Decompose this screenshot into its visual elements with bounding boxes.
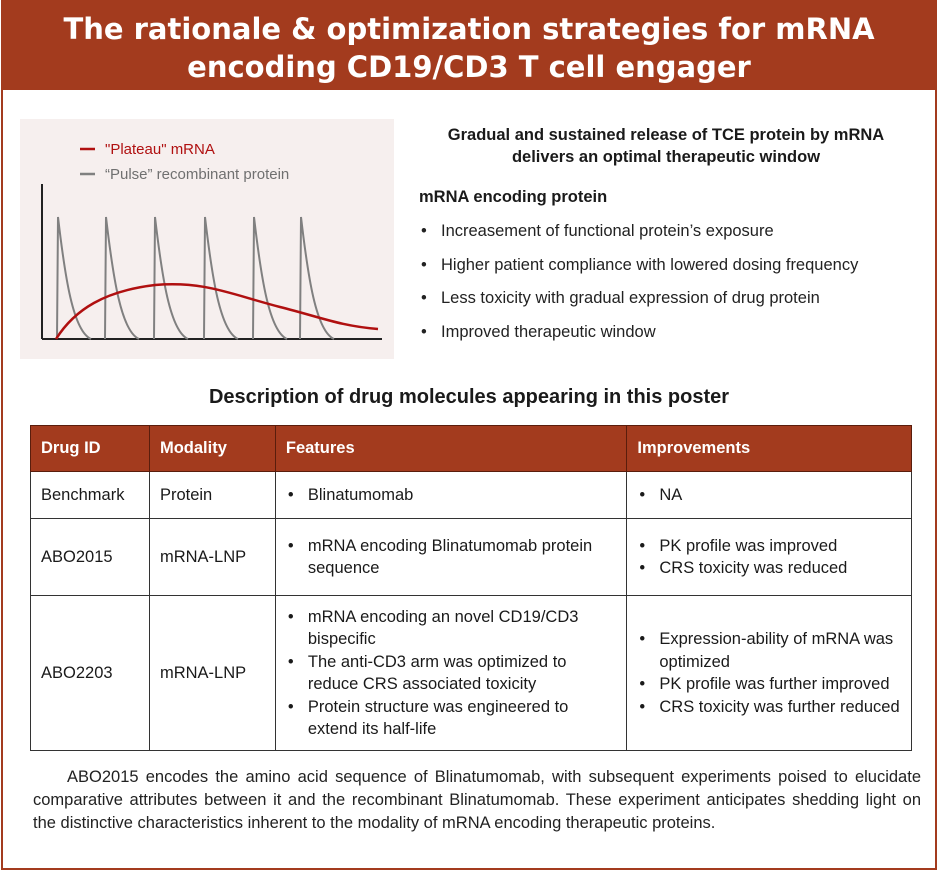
improvement-item: • CRS toxicity was further reduced xyxy=(637,696,901,719)
improvement-item: • PK profile was improved xyxy=(637,535,901,558)
intro-headline xyxy=(401,124,931,168)
cell-features xyxy=(275,596,627,751)
cell-features xyxy=(275,519,627,596)
cell-improvements xyxy=(627,519,912,596)
feature-item: • mRNA encoding Blinatumomab protein sequence xyxy=(286,535,617,580)
intro-bullet-text: Improved therapeutic window xyxy=(441,322,656,341)
header-improvements: Improvements xyxy=(627,426,912,472)
table-row xyxy=(31,472,912,519)
improvement-item: • Expression-ability of mRNA was optimized xyxy=(637,628,901,673)
cell-drug-id: ABO2015 xyxy=(31,519,150,596)
cell-modality: mRNA-LNP xyxy=(149,596,275,751)
footnote-paragraph xyxy=(33,766,921,834)
table-row xyxy=(31,596,912,751)
footnote-text: ABO2015 encodes the amino acid sequence of Blinatumomab, with subsequent experiments poised to elucidate comparative attributes between it and the recombinant Blinatumomab. These experiment anticipates shedding light on the distinctive characteristics inherent to the modality of mRNA encoding therapeutic proteins. xyxy=(33,768,921,832)
cell-features xyxy=(275,472,627,519)
header-features: Features xyxy=(275,426,627,472)
feature-item: • The anti-CD3 arm was optimized to reduce CRS associated toxicity xyxy=(286,651,617,696)
drug-table xyxy=(30,425,912,751)
intro-bullet-text: Increasement of functional protein’s exposure xyxy=(441,222,774,240)
improvement-item: • CRS toxicity was reduced xyxy=(637,557,901,580)
legend-pulse xyxy=(80,166,289,183)
banner-title-line-1: The rationale & optimization strategies for mRNA xyxy=(63,12,875,46)
cell-improvements xyxy=(627,472,912,519)
cell-improvements xyxy=(627,596,912,751)
headline-line-2: delivers an optimal therapeutic window xyxy=(511,148,821,166)
legend-plateau-label: "Plateau" mRNA xyxy=(105,141,215,158)
improvement-item: • NA xyxy=(637,484,901,507)
table-title: Description of drug molecules appearing in this poster xyxy=(208,386,730,408)
headline-line-1: Gradual and sustained release of TCE protein by mRNA xyxy=(447,126,885,144)
feature-item: • Protein structure was engineered to extend its half-life xyxy=(286,696,617,741)
bullet-symbol: • xyxy=(421,322,427,341)
intro-bullet xyxy=(421,287,931,321)
feature-item: • mRNA encoding an novel CD19/CD3 bispecific xyxy=(286,606,617,651)
table-header-row xyxy=(31,426,912,472)
cell-modality: Protein xyxy=(149,472,275,519)
banner-title-line-2: encoding CD19/CD3 T cell engager xyxy=(187,50,751,84)
intro-bullet xyxy=(421,254,931,288)
release-profile-chart xyxy=(20,119,394,359)
feature-item: • Blinatumomab xyxy=(286,484,617,507)
legend-plateau xyxy=(80,141,215,158)
legend-pulse-label: “Pulse” recombinant protein xyxy=(105,166,290,183)
pulse-protein-line xyxy=(57,217,334,339)
header-modality: Modality xyxy=(149,426,275,472)
intro-bullet-text: Higher patient compliance with lowered dosing frequency xyxy=(441,255,859,274)
poster-banner xyxy=(3,2,935,90)
header-drug-id: Drug ID xyxy=(31,426,150,472)
bullet-symbol: • xyxy=(421,289,427,307)
cell-modality: mRNA-LNP xyxy=(149,519,275,596)
intro-bullet xyxy=(421,220,931,254)
cell-drug-id: Benchmark xyxy=(31,472,150,519)
cell-drug-id: ABO2203 xyxy=(31,596,150,751)
poster-frame xyxy=(1,0,937,870)
bullet-symbol: • xyxy=(421,222,427,240)
improvement-item: • PK profile was further improved xyxy=(637,673,901,696)
intro-bullets xyxy=(421,220,931,354)
intro-bullet xyxy=(421,321,931,355)
table-row xyxy=(31,519,912,596)
bullet-symbol: • xyxy=(421,255,427,274)
chart-svg xyxy=(20,119,394,359)
intro-subhead: mRNA encoding protein xyxy=(419,188,608,206)
intro-bullet-text: Less toxicity with gradual expression of drug protein xyxy=(441,289,820,307)
